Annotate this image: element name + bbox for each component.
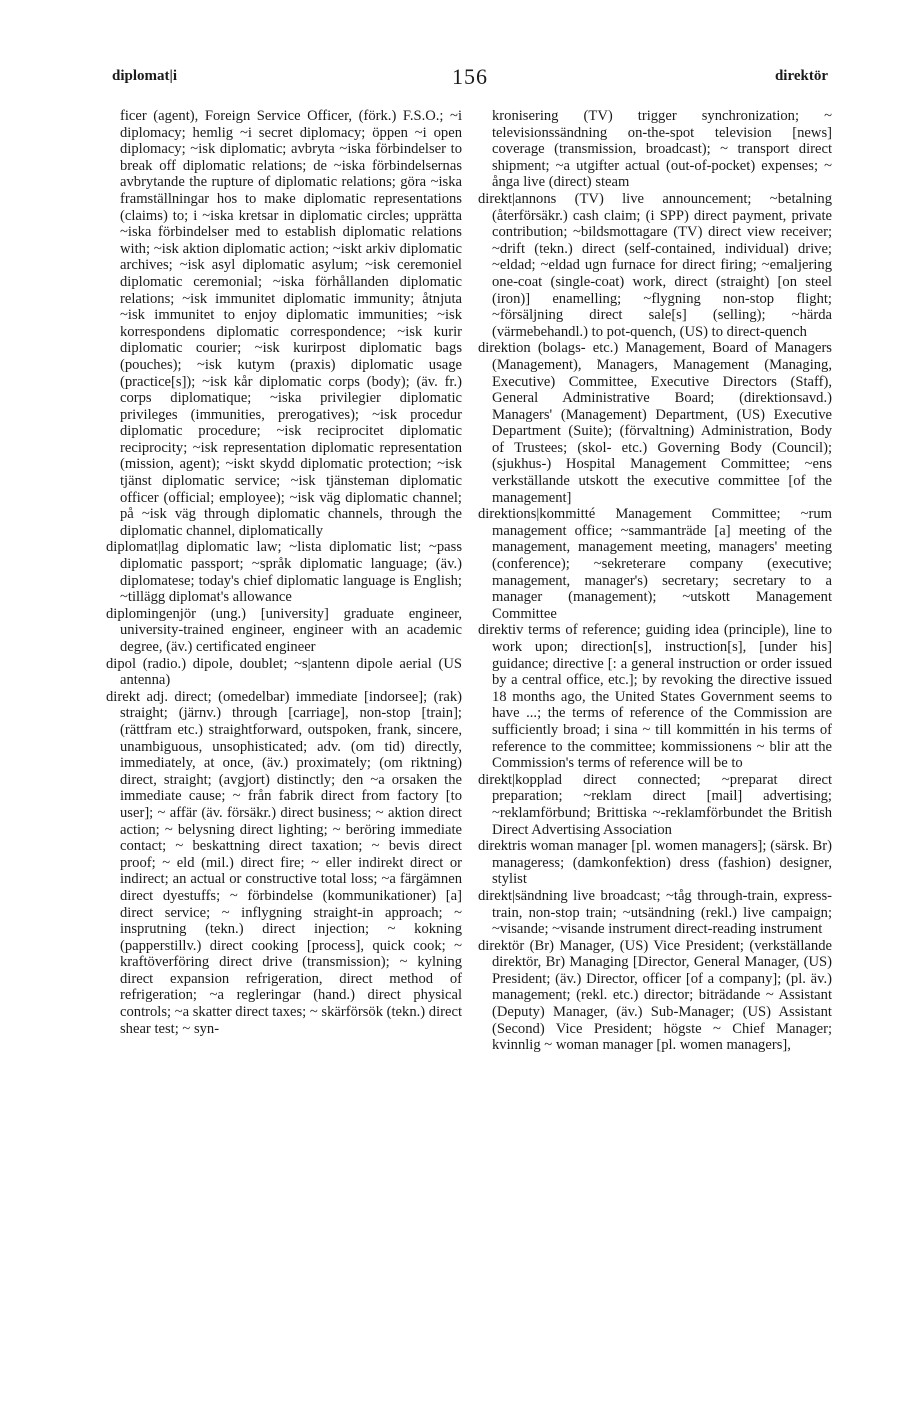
entry-direktannons: direkt|annons (TV) live announcement; ~betalning (återförsäkr.) cash claim; (i SPP) direct payment, private contribution; ~bildsmottagare (TV) direct view receiver; ~drift (tekn.) direct (self-contained, individual) drive; ~eldad; ~eldad ugn furnace for direct firing; ~emaljering one-coat (single-coat) work, direct (straight) [on steel (iron)] enamelling; ~flygning non-stop flight; ~försäljning direct sale[s] (selling); ~härda (värmebehandl.) to pot-quench, (US) to direct-quench — [478, 190, 832, 340]
left-column — [106, 108, 462, 1037]
entry-direktionskommitte: direktions|kommitté Management Committee; ~rum management office; ~sammanträde [a] meeting of the management, management meeting, managers' meeting (conference); ~sekreterare company (executive; management, manager's) secretary; secretary to a manager (management); ~utskott Management Committee — [478, 506, 832, 622]
entry-direktion: direktion (bolags- etc.) Management, Board of Managers (Management), Managers, Management (Managing, Executive) Committee, Executive Directors (Staff), General Administrative Board; (direktionsavd.) Managers' (Management) Department, (US) Executive Department (Suite); (förvaltning) Administration, Body of Trustees; (skol- etc.) Governing Body (Council); (sjukhus-) Hospital Management Committee; ~ens verkställande utskott the executive committee [of the management] — [478, 340, 832, 506]
entry-direkt-continued: kronisering (TV) trigger synchronization; ~ televisionssändning on-the-spot television [news] coverage (transmission, broadcast); ~ transport direct shipment; ~a utgifter actual (out-of-pocket) expenses; ~ ånga live (direct) steam — [492, 108, 832, 191]
left-running-headword: diplomat|i — [112, 68, 177, 84]
entry-direktris: direktris woman manager [pl. women managers]; (särsk. Br) manageress; (damkonfektion) dress (fashion) designer, stylist — [478, 838, 832, 888]
entry-diplomatlag: diplomat|lag diplomatic law; ~lista diplomatic list; ~pass diplomatic passport; ~språk diplomatic language; (äv.) diplomatese; today's chief diplomatic language is English; ~tillägg diplomat's allowance — [106, 539, 462, 606]
entry-direkt: direkt adj. direct; (omedelbar) immediate [indorsee]; (rak) straight; (järnv.) through [carriage], non-stop [train]; (rättfram etc.) straightforward, outspoken, frank, sincere, unambiguous, unsophisticated; adv. (om tid) directly, immediately, at once, (äv.) proximately; (om riktning) direct, straight; (avgjort) distinctly; den ~a orsaken the immediate cause; ~ från fabrik direct from factory [to user]; ~ affär (äv. försäkr.) direct business; ~ aktion direct action; ~ belysning direct lighting; ~ beröring immediate contact; ~ beskattning direct taxation; ~ bevis direct proof; ~ eld (mil.) direct fire; ~ eller indirekt direct or indirect; an actual or constructive total loss; ~a färgämnen direct dyestuffs; ~ förbindelse (kommunikationer) [a] direct service; ~ inflygning straight-in approach; ~ insprutning (tekn.) direct injection; ~ kokning (papperstillv.) direct cooking [process], quick cook; ~ kraftöverföring direct drive (transmission); ~ kylning direct expansion refrigeration, direct method of refrigeration; ~a regleringar (hand.) direct physical controls; ~a skatter direct taxes; ~ skärförsök (tekn.) direct shear test; ~ syn- — [106, 688, 463, 1037]
entry-diplomingenjor: diplomingenjör (ung.) [university] graduate engineer, university-trained engineer, engineer with an academic degree, (äv.) certificated engineer — [106, 605, 462, 655]
entry-direktor: direktör (Br) Manager, (US) Vice President; (verkställande direktör, Br) Managing [Director, General Manager, (US) President; (äv.) Director, officer [of a company]; (pl. äv.) management; (rekl. etc.) director; biträdande ~ Assistant (Deputy) Manager, (äv.) Sub-Manager; (US) Assistant (Second) Vice President; högste ~ Chief Manager; kvinnlig ~ woman manager [pl. women managers], — [478, 937, 832, 1054]
entry-diplomati-continued: ficer (agent), Foreign Service Officer, (förk.) F.S.O.; ~i diplomacy; hemlig ~i secret diplomacy; öppen ~i open diplomacy; ~isk diplomatic; avbryta ~iska förbindelser to break off diplomatic relations; de ~iska förbindelsernas avbrytande the rupture of diplomatic relations; göra ~iska framställningar hos to make diplomatic representations (claims) to; i ~iska kretsar in diplomatic circles; upprätta ~iska förbindelser med to establish diplomatic relations with; ~isk aktion diplomatic action; ~iskt arkiv diplomatic archives; ~isk asyl diplomatic asylum; ~isk ceremoniel diplomatic ceremonial; ~iska förhållanden diplomatic relations; ~isk immunitet diplomatic immunity; åtnjuta ~isk immunitet to enjoy diplomatic immunities; ~isk korrespondens diplomatic correspondence; ~isk kurir diplomatic courier; ~isk kurirpost diplomatic bags (pouches); ~isk kutym (praxis) diplomatic usage (practice[s]); ~isk kår diplomatic corps (body); (äv. fr.) corps diplomatique; ~iska privilegier diplomatic privileges (immunities, prerogatives); ~isk procedur diplomatic procedure; ~isk reciprocitet diplomatic reciprocity; ~isk representation diplomatic representation (mission, agent); ~iskt skydd diplomatic protection; ~isk tjänst diplomatic service; ~isk tjänsteman diplomatic officer (official; employee); ~isk väg diplomatic channel; på ~isk väg through diplomatic channels, through the diplomatic channel, diplomatically — [120, 108, 462, 539]
entry-direktkopplad: direkt|kopplad direct connected; ~preparat direct preparation; ~reklam direct [mail] advertising; ~reklamförbund; Brittiska ~-reklamförbundet the British Direct Advertising Association — [478, 771, 832, 838]
right-column — [478, 108, 832, 1054]
entry-direktiv: direktiv terms of reference; guiding idea (principle), line to work upon; direction[s], instruction[s], [under his] guidance; directive [: a general instruction or order issued by a central office, etc.]; by revoking the directive issued 18 months ago, the United States Government seems to have ...; the terms of reference of the Commission are sufficiently broad; i sina ~ till kommittén in his terms of reference to the committee; kommissionens ~ blir att the Commission's terms of reference will be to — [478, 622, 832, 772]
entry-dipol: dipol (radio.) dipole, doublet; ~s|antenn dipole aerial (US antenna) — [106, 655, 462, 689]
right-running-headword: direktör — [774, 68, 828, 84]
page-header — [112, 64, 828, 94]
entry-direktsandning: direkt|sändning live broadcast; ~tåg through-train, express-train, non-stop train; ~utsändning (rekl.) live campaign; ~visande; ~visande instrument direct-reading instrument — [478, 887, 832, 938]
page-number: 156 — [452, 64, 488, 89]
